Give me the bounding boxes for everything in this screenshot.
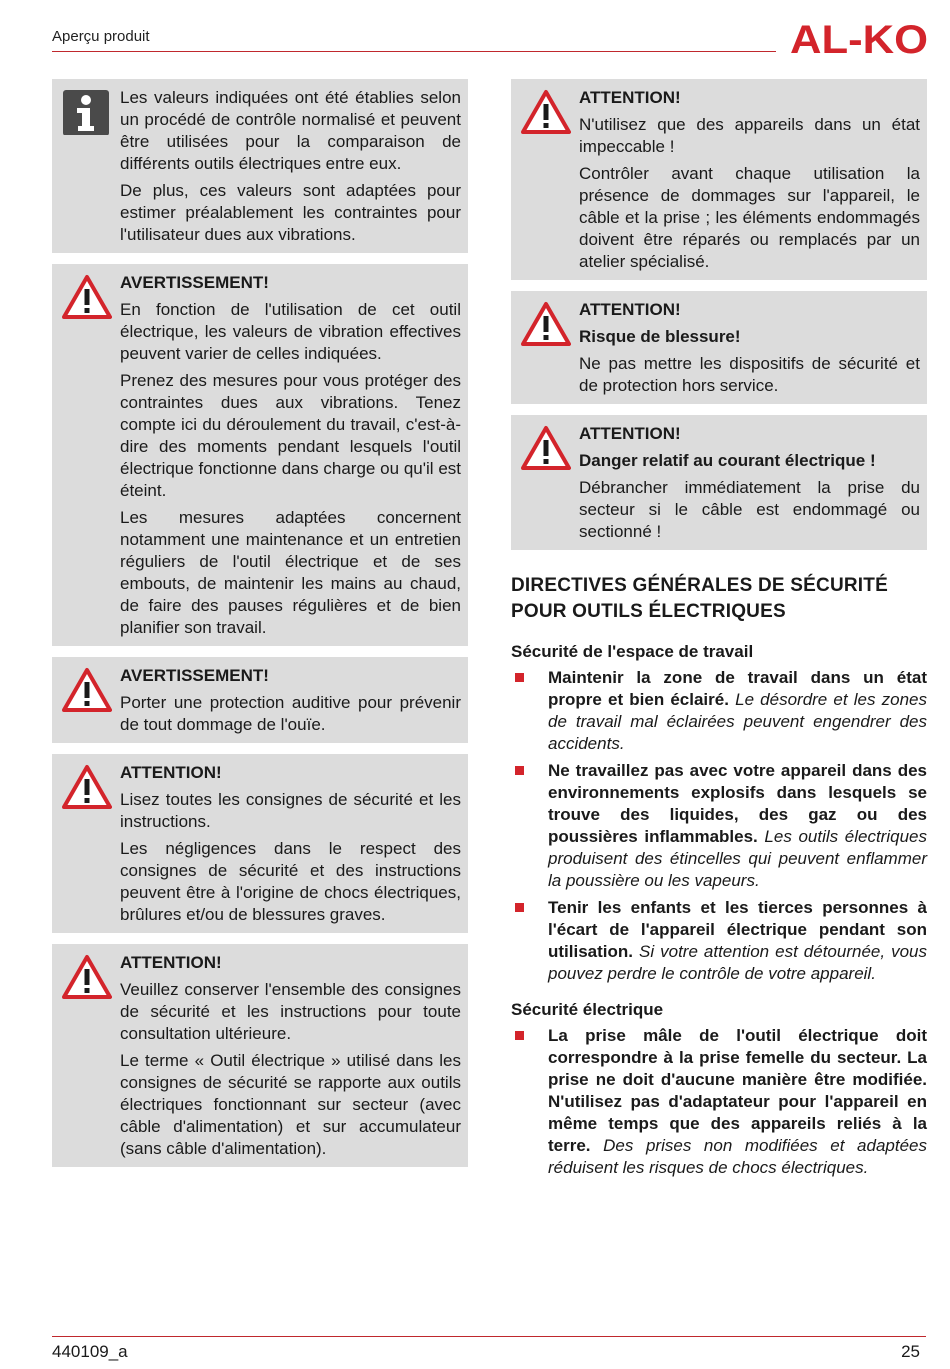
- warning-title: AVERTISSEMENT!: [120, 666, 269, 685]
- bullet-italic: Si votre attention est détournée, vous pouvez perdre le contrôle de votre appareil.: [548, 942, 927, 983]
- warning-triangle-icon: [521, 301, 571, 347]
- list-item: [511, 760, 927, 892]
- page-header-title: Aperçu produit: [52, 28, 150, 45]
- attention-title: ATTENTION!: [579, 424, 681, 443]
- document-code: 440109_a: [52, 1342, 128, 1361]
- bullet-bold: La prise mâle de l'outil électrique doit correspondre à la prise femelle du secteur. La prise ne doit d'aucune manière être modifiée. N'utilisez pas d'adaptateur pour l'appareil en même temps que des appareils reliés à la terre.: [548, 1026, 927, 1155]
- attention-para-1: N'utilisez que des appareils dans un état impeccable !: [579, 115, 920, 156]
- bullet-square-icon: [515, 903, 524, 912]
- warning-triangle-icon: [62, 667, 112, 713]
- bullet-square-icon: [515, 766, 524, 775]
- attention-para-1: Lisez toutes les consignes de sécurité et les instructions.: [120, 790, 461, 831]
- attention-box-injury: [511, 291, 927, 404]
- warning-triangle-icon: [62, 274, 112, 320]
- subheading-workspace: Sécurité de l'espace de travail: [511, 642, 754, 661]
- bullet-list-workspace: [511, 667, 927, 985]
- attention-para-1: Veuillez conserver l'ensemble des consignes de sécurité et les instructions pour toute consultation ultérieure.: [120, 980, 461, 1043]
- attention-para-1: Débrancher immédiatement la prise du secteur si le câble est endommagé ou sectionné !: [579, 478, 920, 541]
- warning-triangle-icon: [521, 425, 571, 471]
- info-box: [52, 79, 468, 253]
- attention-subtitle: Danger relatif au courant électrique !: [579, 451, 876, 470]
- warning-triangle-icon: [521, 89, 571, 135]
- bullet-italic: Les outils électriques produisent des étincelles qui peuvent enflammer la poussière ou les vapeurs.: [548, 827, 927, 890]
- attention-box-keep-instructions: [52, 944, 468, 1167]
- warning-title: AVERTISSEMENT!: [120, 273, 269, 292]
- bullet-italic: Des prises non modifiées et adaptées réduisent les risques de chocs électriques.: [548, 1136, 927, 1177]
- bullet-bold: Tenir les enfants et les tierces personnes à l'écart de l'appareil électrique pendant son utilisation.: [548, 898, 927, 961]
- attention-para-1: Ne pas mettre les dispositifs de sécurité et de protection hors service.: [579, 354, 920, 395]
- bullet-square-icon: [515, 673, 524, 682]
- list-item: [511, 667, 927, 755]
- warning-para-2: Prenez des mesures pour vous protéger des contraintes dues aux vibrations. Tenez compte ici du déroulement du travail, c'est-à-dire des moments pendant lesquels l'outil électrique fonctionne dans charge ou qu'il est éteint.: [120, 371, 461, 500]
- bullet-square-icon: [515, 1031, 524, 1040]
- alko-logo-text: AL-KO: [790, 19, 928, 57]
- page-number: 25: [901, 1342, 920, 1361]
- list-item: [511, 897, 927, 985]
- attention-para-2: Le terme « Outil électrique » utilisé dans les consignes de sécurité se rapporte aux outils électriques fonctionnant sur secteur (avec câble d'alimentation) et sur accumulateur (sans câble d'alimentation).: [120, 1051, 461, 1158]
- warning-para-1: En fonction de l'utilisation de cet outil électrique, les valeurs de vibration effectives peuvent varier de celles indiquées.: [120, 300, 461, 363]
- footer-rule: [52, 1336, 926, 1337]
- info-para-1: Les valeurs indiquées ont été établies selon un procédé de contrôle normalisé et peuvent être utilisées pour la comparaison de différents outils électriques entre eux.: [120, 88, 461, 173]
- attention-box-device-condition: [511, 79, 927, 280]
- section-heading: DIRECTIVES GÉNÉRALES DE SÉCURITÉ POUR OUTILS ÉLECTRIQUES: [511, 575, 888, 622]
- left-column: [52, 79, 468, 1178]
- list-item: [511, 1025, 927, 1179]
- attention-title: ATTENTION!: [120, 953, 222, 972]
- right-column: [511, 79, 927, 1193]
- warning-box-hearing: [52, 657, 468, 743]
- attention-title: ATTENTION!: [120, 763, 222, 782]
- warning-box-vibration: [52, 264, 468, 646]
- attention-subtitle: Risque de blessure!: [579, 327, 741, 346]
- bullet-list-electrical: [511, 1025, 927, 1179]
- attention-title: ATTENTION!: [579, 88, 681, 107]
- warning-triangle-icon: [62, 764, 112, 810]
- subheading-electrical: Sécurité électrique: [511, 1000, 664, 1019]
- bullet-italic: Le désordre et les zones de travail mal éclairées peuvent engendrer des accidents.: [548, 690, 927, 753]
- attention-para-2: Contrôler avant chaque utilisation la présence de dommages sur l'appareil, le câble et la prise ; les éléments endommagés doivent être réparés ou remplacés par un atelier spécialisé.: [579, 164, 920, 271]
- info-icon: [62, 89, 112, 135]
- bullet-bold: Maintenir la zone de travail dans un état propre et bien éclairé.: [548, 668, 927, 709]
- attention-para-2: Les négligences dans le respect des consignes de sécurité et des instructions peuvent être à l'origine de chocs électriques, brûlures et/ou de blessures graves.: [120, 839, 461, 924]
- warning-para-1: Porter une protection auditive pour prévenir de tout dommage de l'ouïe.: [120, 693, 461, 734]
- warning-triangle-icon: [62, 954, 112, 1000]
- alko-logo: [790, 19, 928, 57]
- info-para-2: De plus, ces valeurs sont adaptées pour estimer préalablement les contraintes pour l'utilisateur dues aux vibrations.: [120, 181, 461, 244]
- header-rule: [52, 51, 776, 52]
- bullet-bold: Ne travaillez pas avec votre appareil dans des environnements explosifs dans lesquels se trouve des liquides, des gaz ou des poussières inflammables.: [548, 761, 927, 846]
- attention-box-electric: [511, 415, 927, 550]
- warning-para-3: Les mesures adaptées concernent notamment une maintenance et un entretien réguliers de l'outil électrique et de ses embouts, de maintenir les mains au chaud, de faire des pauses régulières et de bien planifier son travail.: [120, 508, 461, 637]
- attention-box-read-instructions: [52, 754, 468, 933]
- attention-title: ATTENTION!: [579, 300, 681, 319]
